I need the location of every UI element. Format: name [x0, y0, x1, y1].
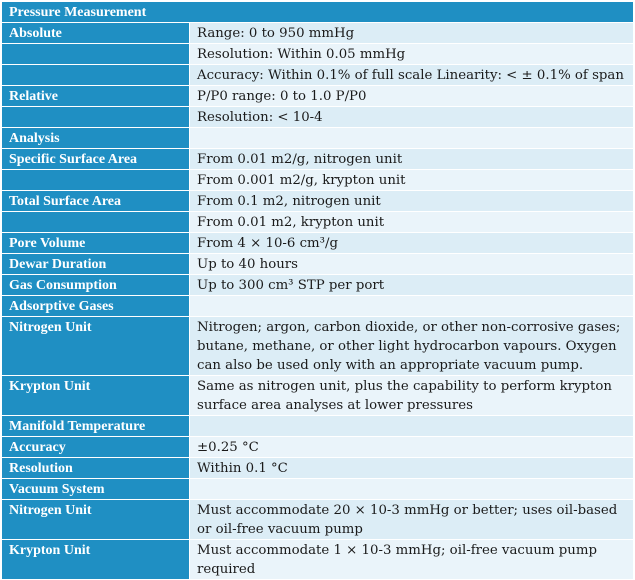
- table-row: [2, 376, 634, 416]
- row-label: [2, 107, 190, 128]
- table-row: [2, 128, 634, 149]
- row-value: [190, 128, 634, 149]
- row-label: Dewar Duration: [2, 254, 190, 275]
- row-value: [190, 416, 634, 437]
- row-label: Gas Consumption: [2, 275, 190, 296]
- table-row: [2, 500, 634, 540]
- row-label: Nitrogen Unit: [2, 317, 190, 376]
- table-row: [2, 212, 634, 233]
- table-title: Pressure Measurement: [2, 2, 634, 23]
- table-row: [2, 458, 634, 479]
- row-value: Accuracy: Within 0.1% of full scale Linearity: < ± 0.1% of span: [190, 65, 634, 86]
- row-label: Nitrogen Unit: [2, 500, 190, 540]
- row-label: Krypton Unit: [2, 376, 190, 416]
- row-value: Resolution: Within 0.05 mmHg: [190, 44, 634, 65]
- row-value: Nitrogen; argon, carbon dioxide, or other non-corrosive gases; butane, methane, or other light hydrocarbon vapours. Oxygen can also be used only with an appropriate vacuum pump.: [190, 317, 634, 376]
- row-label: Accuracy: [2, 437, 190, 458]
- row-label: Pore Volume: [2, 233, 190, 254]
- table-row: [2, 317, 634, 376]
- table-row: [2, 437, 634, 458]
- row-value: From 0.1 m2, nitrogen unit: [190, 191, 634, 212]
- table-row: [2, 107, 634, 128]
- table-row: [2, 170, 634, 191]
- row-label: [2, 65, 190, 86]
- table-row: [2, 65, 634, 86]
- row-value: Same as nitrogen unit, plus the capability to perform krypton surface area analyses at lower pressures: [190, 376, 634, 416]
- table-row: [2, 86, 634, 107]
- row-value: ±0.25 °C: [190, 437, 634, 458]
- row-value: From 0.01 m2/g, nitrogen unit: [190, 149, 634, 170]
- table-row: [2, 233, 634, 254]
- row-label: Relative: [2, 86, 190, 107]
- row-value: Must accommodate 20 × 10-3 mmHg or better; uses oil-based or oil-free vacuum pump: [190, 500, 634, 540]
- row-label: Total Surface Area: [2, 191, 190, 212]
- row-label: Adsorptive Gases: [2, 296, 190, 317]
- spec-table: [1, 1, 634, 580]
- row-value: Up to 40 hours: [190, 254, 634, 275]
- row-label: Vacuum System: [2, 479, 190, 500]
- row-label: Absolute: [2, 23, 190, 44]
- table-row: [2, 416, 634, 437]
- row-label: [2, 44, 190, 65]
- table-row: [2, 254, 634, 275]
- row-value: Resolution: < 10-4: [190, 107, 634, 128]
- table-row: [2, 540, 634, 580]
- table-row: [2, 23, 634, 44]
- row-value: [190, 479, 634, 500]
- table-row: [2, 44, 634, 65]
- row-label: [2, 170, 190, 191]
- row-label: Analysis: [2, 128, 190, 149]
- row-value: Within 0.1 °C: [190, 458, 634, 479]
- row-label: [2, 212, 190, 233]
- row-value: From 0.01 m2, krypton unit: [190, 212, 634, 233]
- row-value: Must accommodate 1 × 10-3 mmHg; oil-free vacuum pump required: [190, 540, 634, 580]
- table-row: [2, 296, 634, 317]
- row-value: P/P0 range: 0 to 1.0 P/P0: [190, 86, 634, 107]
- table-title-row: [2, 2, 634, 23]
- row-value: From 4 × 10-6 cm³/g: [190, 233, 634, 254]
- row-value: From 0.001 m2/g, krypton unit: [190, 170, 634, 191]
- row-value: Range: 0 to 950 mmHg: [190, 23, 634, 44]
- row-label: Resolution: [2, 458, 190, 479]
- table-row: [2, 479, 634, 500]
- row-value: [190, 296, 634, 317]
- table-row: [2, 149, 634, 170]
- table-row: [2, 191, 634, 212]
- row-label: Manifold Temperature: [2, 416, 190, 437]
- row-value: Up to 300 cm³ STP per port: [190, 275, 634, 296]
- table-row: [2, 275, 634, 296]
- row-label: Specific Surface Area: [2, 149, 190, 170]
- row-label: Krypton Unit: [2, 540, 190, 580]
